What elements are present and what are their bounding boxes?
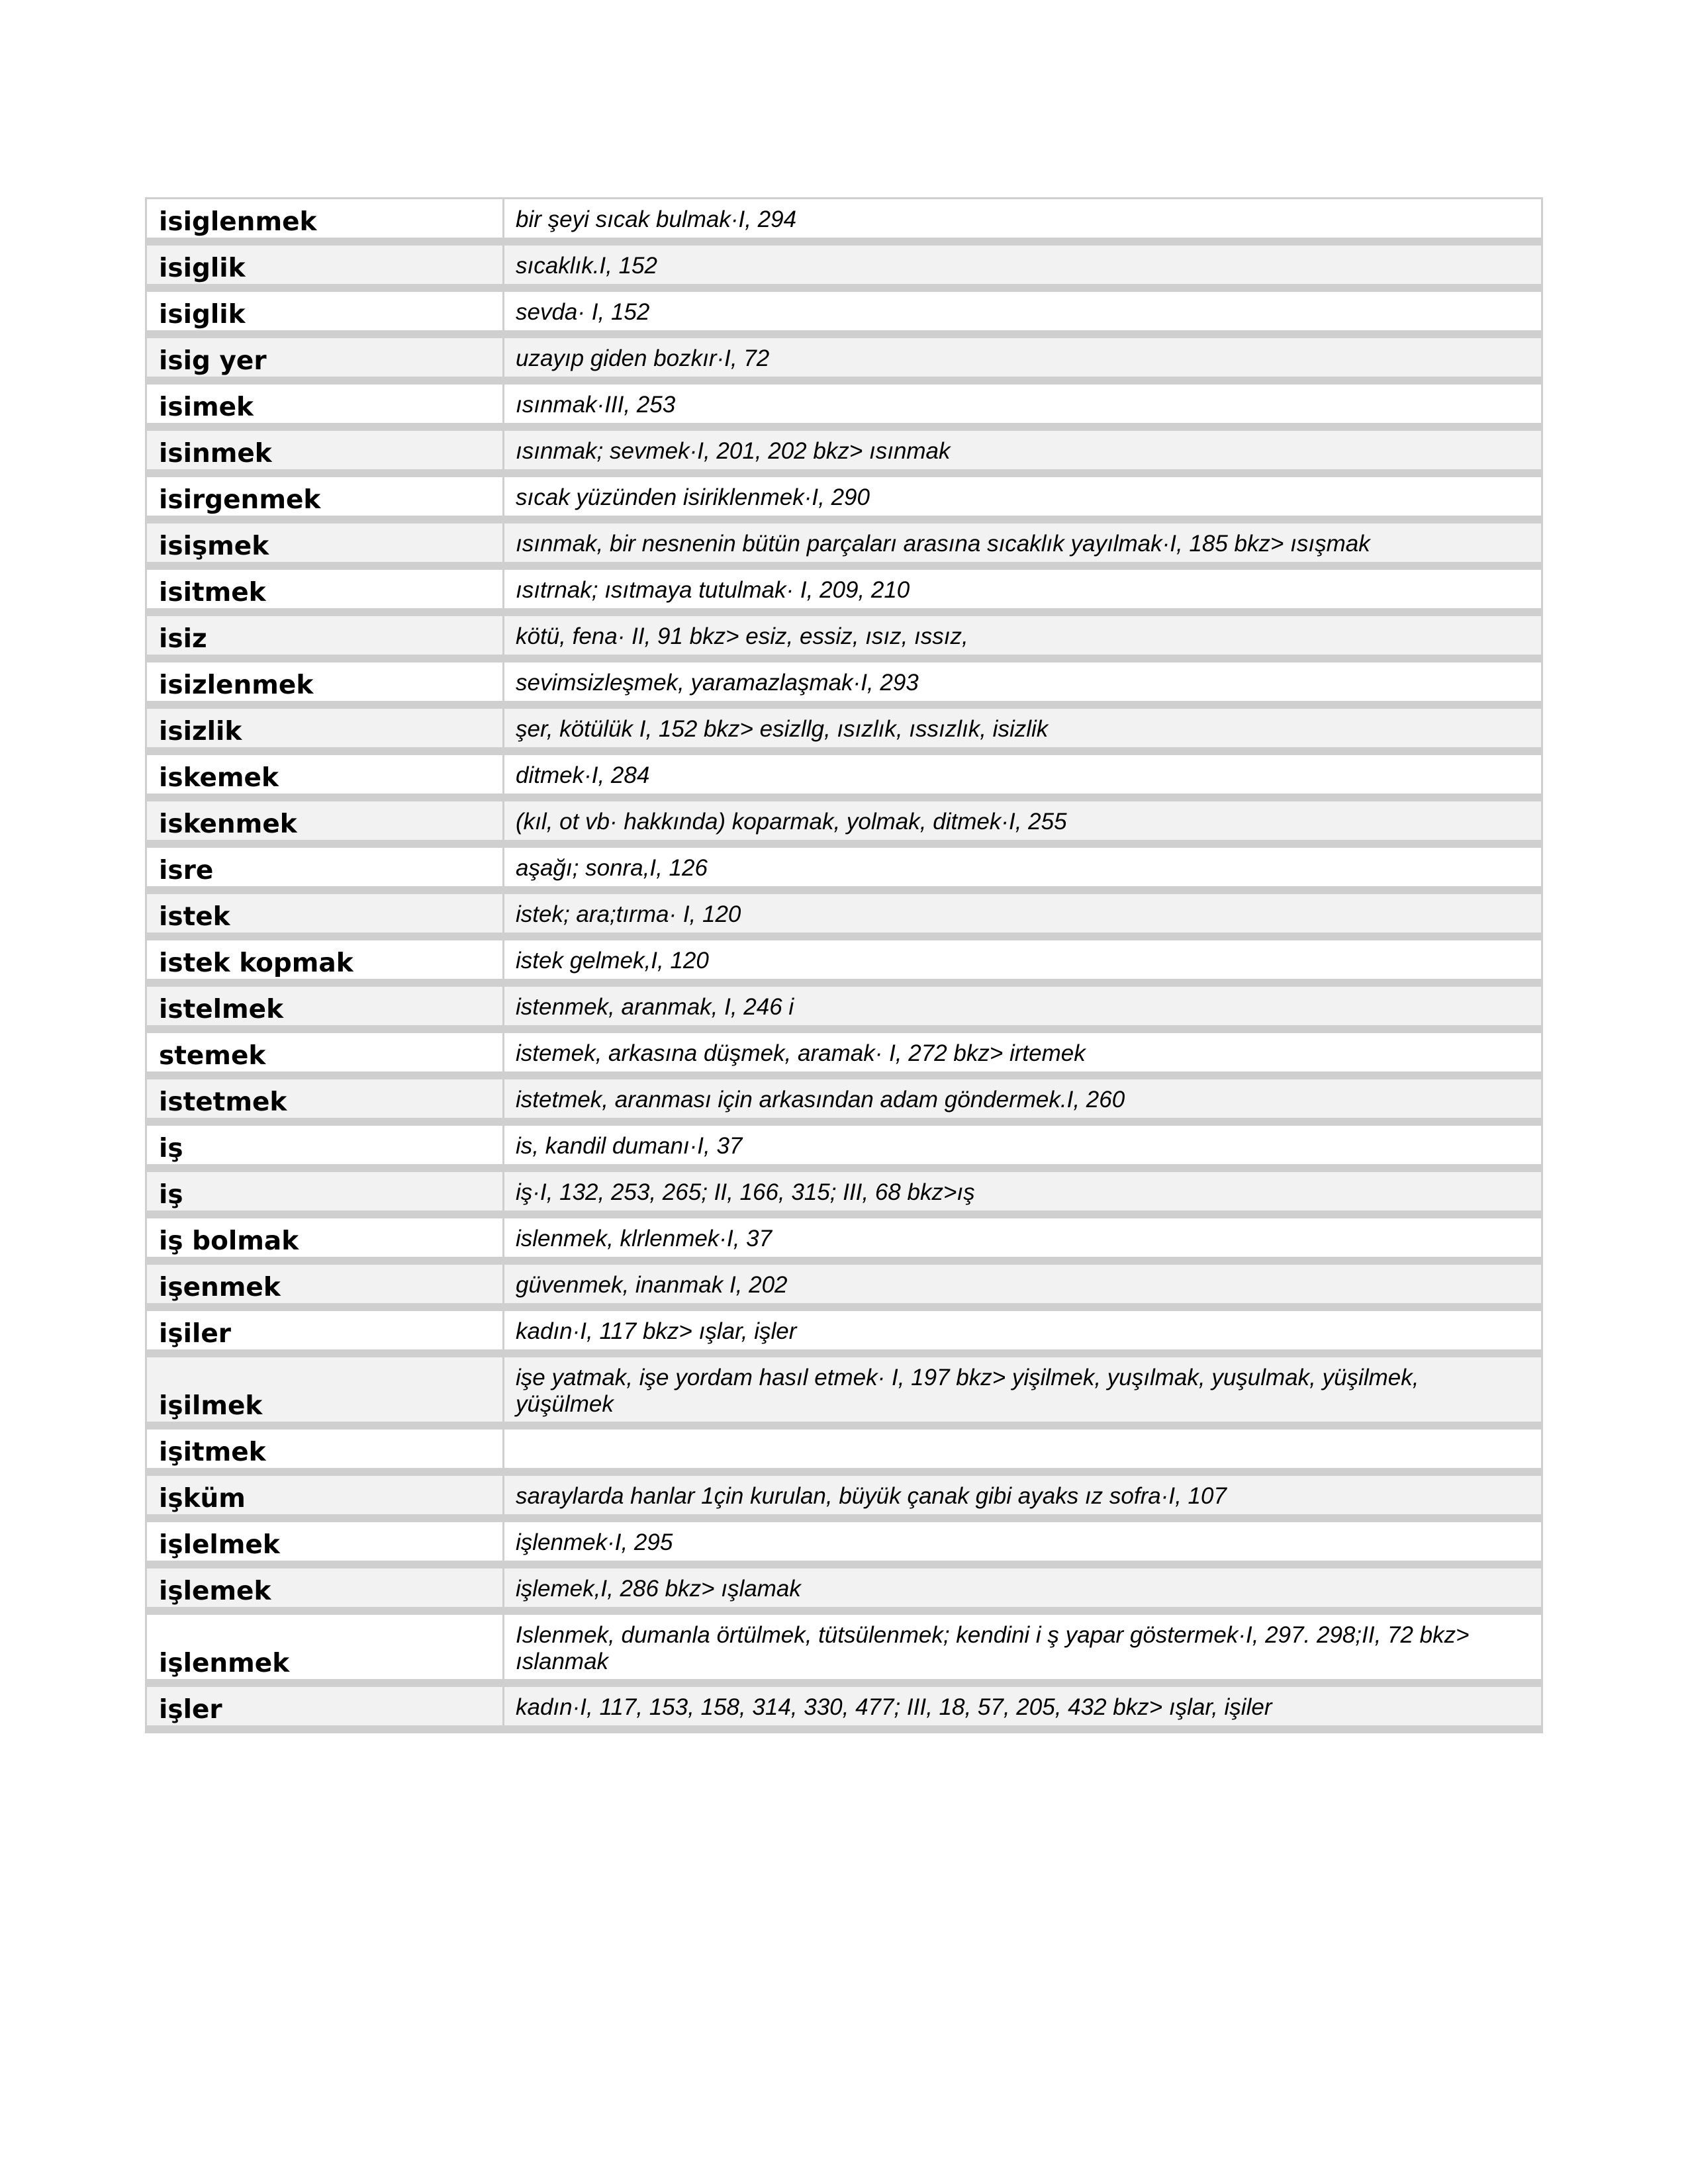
table-row xyxy=(147,801,1541,848)
term-cell xyxy=(147,1079,504,1126)
term-cell xyxy=(147,1522,504,1569)
table-row xyxy=(147,1522,1541,1569)
table-row xyxy=(147,940,1541,987)
term-cell xyxy=(147,616,504,662)
definition-cell xyxy=(504,1079,1541,1126)
term-cell xyxy=(147,801,504,848)
term-text: işküm xyxy=(159,1484,246,1514)
term-text: isitmek xyxy=(159,578,266,608)
term-text: isizlenmek xyxy=(159,670,314,700)
term-text: isirgenmek xyxy=(159,485,321,515)
table-row xyxy=(147,1357,1541,1430)
definition-text: ısınmak; sevmek·I, 201, 202 bkz> ısınmak xyxy=(516,438,951,464)
table-row xyxy=(147,709,1541,755)
definition-text: Islenmek, dumanla örtülmek, tütsülenmek; kendini i ş yapar göstermek·I, 297. 298;II, 72 bkz> ıslanmak xyxy=(516,1622,1470,1674)
definition-text xyxy=(504,1430,1541,1468)
definition-text: kötü, fena· II, 91 bkz> esiz, essiz, ısız, ıssız, xyxy=(516,623,968,649)
term-text: iş bolmak xyxy=(159,1226,299,1256)
definition-text: aşağı; sonra,I, 126 xyxy=(516,855,708,881)
term-cell xyxy=(147,385,504,431)
term-cell xyxy=(147,894,504,940)
definition-text: istemek, arkasına düşmek, aramak· I, 272 bkz> irtemek xyxy=(516,1040,1086,1066)
term-text: isiglik xyxy=(159,300,246,330)
term-cell xyxy=(147,848,504,894)
definition-cell xyxy=(504,292,1541,338)
table-row xyxy=(147,523,1541,570)
term-text: işlenmek xyxy=(159,1649,290,1678)
definition-cell xyxy=(504,431,1541,477)
table-row xyxy=(147,199,1541,246)
term-cell xyxy=(147,987,504,1033)
term-cell xyxy=(147,1311,504,1357)
term-text: isiglik xyxy=(159,253,246,283)
term-text: işlemek xyxy=(159,1576,271,1606)
term-text: işler xyxy=(159,1695,222,1725)
term-cell xyxy=(147,199,504,246)
table-row xyxy=(147,292,1541,338)
term-cell xyxy=(147,1265,504,1311)
term-cell xyxy=(147,246,504,292)
table-row xyxy=(147,1687,1541,1725)
term-text: isişmek xyxy=(159,531,269,561)
definition-text: is, kandil dumanı·I, 37 xyxy=(516,1133,743,1159)
table-row xyxy=(147,1033,1541,1079)
definition-text: istek; ara;tırma· I, 120 xyxy=(516,901,741,927)
term-cell xyxy=(147,940,504,987)
definition-cell xyxy=(504,848,1541,894)
term-text: isiz xyxy=(159,624,207,654)
term-text: iş xyxy=(159,1134,183,1163)
term-cell xyxy=(147,1615,504,1687)
table-row xyxy=(147,755,1541,801)
term-text: işenmek xyxy=(159,1273,281,1302)
table-row xyxy=(147,338,1541,385)
glossary-body xyxy=(147,199,1541,1725)
term-cell xyxy=(147,292,504,338)
table-row xyxy=(147,1172,1541,1218)
term-cell xyxy=(147,477,504,523)
definition-cell xyxy=(504,1033,1541,1079)
table-row xyxy=(147,431,1541,477)
definition-cell xyxy=(504,1172,1541,1218)
definition-cell xyxy=(504,385,1541,431)
term-cell xyxy=(147,1476,504,1522)
definition-cell xyxy=(504,246,1541,292)
definition-text: (kıl, ot vb· hakkında) koparmak, yolmak, ditmek·I, 255 xyxy=(516,809,1067,835)
table-row xyxy=(147,1430,1541,1476)
definition-cell xyxy=(504,1265,1541,1311)
definition-text: işlemek,I, 286 bkz> ışlamak xyxy=(516,1576,801,1602)
definition-cell xyxy=(504,570,1541,616)
term-text: isre xyxy=(159,856,214,886)
definition-text: ısınmak, bir nesnenin bütün parçaları arasına sıcaklık yayılmak·I, 185 bkz> ısışmak xyxy=(516,531,1370,557)
term-cell xyxy=(147,755,504,801)
definition-cell xyxy=(504,940,1541,987)
table-row xyxy=(147,662,1541,709)
term-text: isig yer xyxy=(159,346,267,376)
term-cell xyxy=(147,523,504,570)
definition-cell xyxy=(504,801,1541,848)
term-text: isimek xyxy=(159,392,254,422)
definition-text: güvenmek, inanmak I, 202 xyxy=(516,1272,788,1298)
table-row xyxy=(147,246,1541,292)
table-row xyxy=(147,616,1541,662)
table-row xyxy=(147,1126,1541,1172)
term-text: istek xyxy=(159,902,230,932)
definition-cell xyxy=(504,523,1541,570)
definition-text: kadın·I, 117, 153, 158, 314, 330, 477; III, 18, 57, 205, 432 bkz> ışlar, işiler xyxy=(516,1694,1272,1720)
definition-text: işlenmek·I, 295 xyxy=(516,1529,673,1555)
term-text: iskenmek xyxy=(159,809,297,839)
definition-cell xyxy=(504,755,1541,801)
term-text: işilmek xyxy=(159,1391,263,1421)
term-cell xyxy=(147,709,504,755)
term-text: işitmek xyxy=(159,1437,266,1467)
definition-text: istenmek, aranmak, I, 246 i xyxy=(516,994,794,1020)
table-row xyxy=(147,1476,1541,1522)
definition-text: saraylarda hanlar 1çin kurulan, büyük çanak gibi ayaks ız sofra·I, 107 xyxy=(516,1483,1227,1509)
definition-cell xyxy=(504,1357,1541,1430)
term-cell xyxy=(147,431,504,477)
term-cell xyxy=(147,1218,504,1265)
definition-text: uzayıp giden bozkır·I, 72 xyxy=(516,345,770,371)
term-text: iskemek xyxy=(159,763,279,793)
table-row xyxy=(147,1311,1541,1357)
definition-text: sevimsizleşmek, yaramazlaşmak·I, 293 xyxy=(516,670,919,696)
term-cell xyxy=(147,1126,504,1172)
definition-text: ısınmak·III, 253 xyxy=(516,392,676,418)
term-cell xyxy=(147,1430,504,1476)
definition-cell xyxy=(504,662,1541,709)
term-cell xyxy=(147,1033,504,1079)
term-cell xyxy=(147,1357,504,1430)
definition-cell xyxy=(504,709,1541,755)
definition-text: sıcak yüzünden isiriklenmek·I, 290 xyxy=(516,484,870,510)
definition-text: ditmek·I, 284 xyxy=(516,762,650,788)
table-row xyxy=(147,385,1541,431)
term-cell xyxy=(147,1172,504,1218)
definition-text: şer, kötülük I, 152 bkz> esizllg, ısızlık, ıssızlık, isizlik xyxy=(516,716,1049,742)
table-row xyxy=(147,1079,1541,1126)
term-text: istelmek xyxy=(159,995,284,1024)
definition-text: islenmek, klrlenmek·I, 37 xyxy=(516,1226,773,1251)
table-row xyxy=(147,894,1541,940)
definition-text: iş·I, 132, 253, 265; II, 166, 315; III, 68 bkz>ış xyxy=(516,1179,975,1205)
definition-cell xyxy=(504,1522,1541,1569)
definition-text: işe yatmak, işe yordam hasıl etmek· I, 197 bkz> yişilmek, yuşılmak, yuşulmak, yüşilmek, yüşülmek xyxy=(516,1365,1419,1417)
term-text: istek kopmak xyxy=(159,948,353,978)
definition-cell xyxy=(504,1569,1541,1615)
term-cell xyxy=(147,1687,504,1725)
term-text: işiler xyxy=(159,1319,232,1349)
table-row xyxy=(147,848,1541,894)
definition-cell xyxy=(504,338,1541,385)
definition-text: kadın·I, 117 bkz> ışlar, işler xyxy=(516,1318,797,1344)
definition-cell xyxy=(504,1430,1541,1476)
definition-cell xyxy=(504,1126,1541,1172)
table-row xyxy=(147,570,1541,616)
table-row xyxy=(147,1569,1541,1615)
definition-cell xyxy=(504,477,1541,523)
term-cell xyxy=(147,662,504,709)
definition-text: istek gelmek,I, 120 xyxy=(516,948,709,974)
definition-text: bir şeyi sıcak bulmak·I, 294 xyxy=(516,206,797,232)
term-cell xyxy=(147,570,504,616)
term-text: işlelmek xyxy=(159,1530,280,1560)
definition-cell xyxy=(504,987,1541,1033)
table-row xyxy=(147,477,1541,523)
table-row xyxy=(147,987,1541,1033)
table-row xyxy=(147,1218,1541,1265)
definition-text: ısıtrnak; ısıtmaya tutulmak· I, 209, 210 xyxy=(516,577,910,603)
definition-cell xyxy=(504,1615,1541,1687)
definition-cell xyxy=(504,616,1541,662)
definition-text: istetmek, aranması için arkasından adam göndermek.I, 260 xyxy=(516,1087,1125,1113)
term-cell xyxy=(147,338,504,385)
definition-text: sevda· I, 152 xyxy=(516,299,650,325)
definition-cell xyxy=(504,199,1541,246)
term-text: isizlik xyxy=(159,717,242,747)
term-text: stemek xyxy=(159,1041,266,1071)
definition-cell xyxy=(504,1218,1541,1265)
glossary-table xyxy=(145,197,1543,1733)
term-text: istetmek xyxy=(159,1087,287,1117)
term-text: iş xyxy=(159,1180,183,1210)
table-row xyxy=(147,1615,1541,1687)
table-row xyxy=(147,1265,1541,1311)
definition-cell xyxy=(504,1687,1541,1725)
definition-cell xyxy=(504,1476,1541,1522)
term-text: isinmek xyxy=(159,439,272,469)
definition-cell xyxy=(504,894,1541,940)
definition-cell xyxy=(504,1311,1541,1357)
term-text: isiglenmek xyxy=(159,207,317,237)
term-cell xyxy=(147,1569,504,1615)
definition-text: sıcaklık.I, 152 xyxy=(516,253,657,279)
